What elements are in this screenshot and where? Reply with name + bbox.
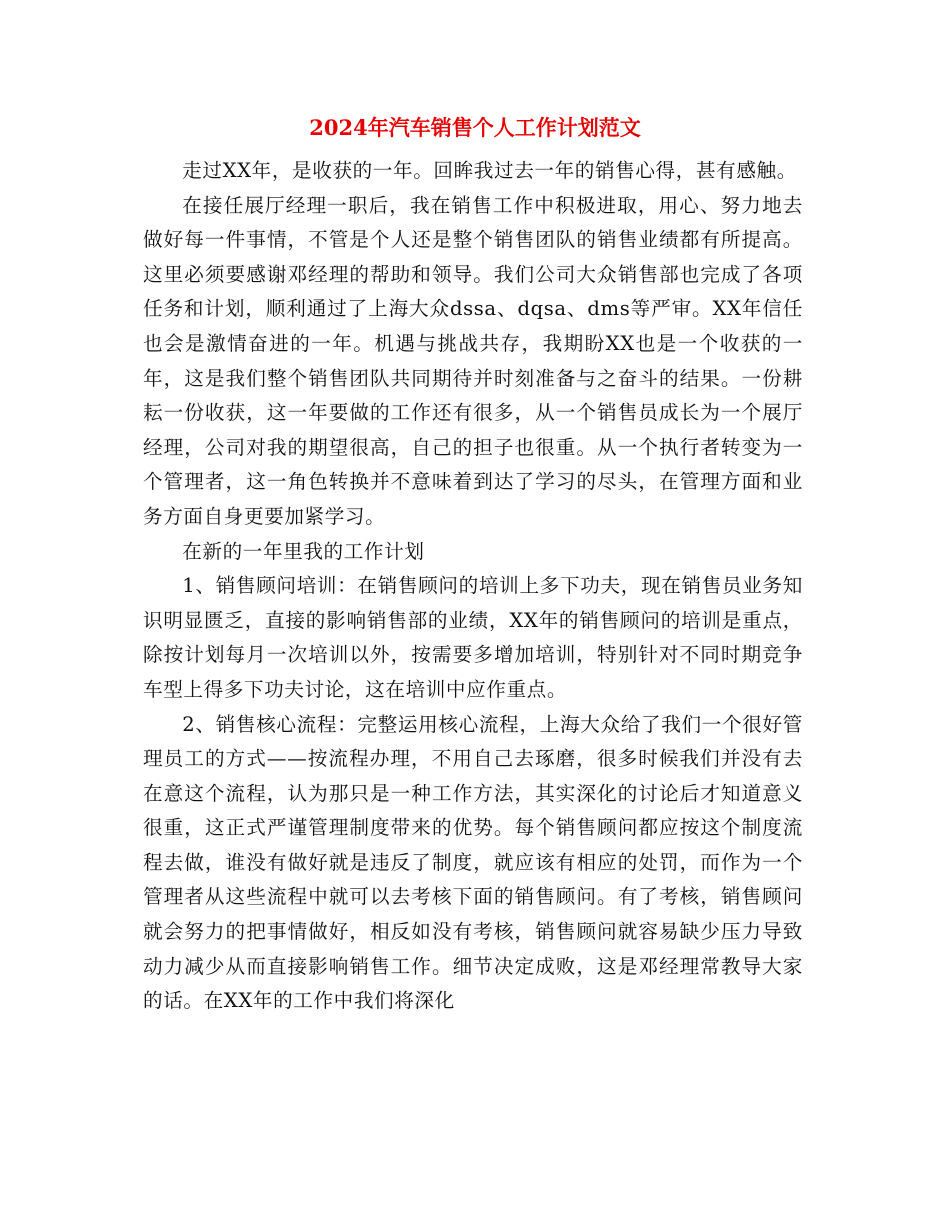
- document-title: 2024年汽车销售个人工作计划范文: [309, 115, 641, 140]
- paragraph-review: 在接任展厅经理一职后，我在销售工作中积极进取，用心、努力地去做好每一件事情，不管是个人还是整个销售团队的销售业绩都有所提高。这里必须要感谢邓经理的帮助和领导。我们公司大众销售部也完成了各项任务和计划，顺利通过了上海大众dssa、dqsa、dms等严审。XX年信任也会是激情奋进的一年。机遇与挑战共存，我期盼XX也是一个收获的一年，这是我们整个销售团队共同期待并时刻准备与之奋斗的结果。一份耕耘一份收获，这一年要做的工作还有很多，从一个销售员成长为一个展厅经理，公司对我的期望很高，自己的担子也很重。从一个执行者转变为一个管理者，这一角色转换并不意味着到达了学习的尽头，在管理方面和业务方面自身更要加紧学习。: [143, 193, 803, 528]
- paragraph-training: 1、销售顾问培训：在销售顾问的培训上多下功夫，现在销售员业务知识明显匮乏，直接的影响销售部的业绩，XX年的销售顾问的培训是重点，除按计划每月一次培训以外，按需要多增加培训，特别针对不同时期竞争车型上得多下功夫讨论，这在培训中应作重点。: [143, 574, 803, 701]
- paragraph-core-process: 2、销售核心流程：完整运用核心流程，上海大众给了我们一个很好管理员工的方式——按流程办理，不用自己去琢磨，很多时候我们并没有去在意这个流程，认为那只是一种工作方法，其实深化的讨论后才知道意义很重，这正式严谨管理制度带来的优势。每个销售顾问都应按这个制度流程去做，谁没有做好就是违反了制度，就应该有相应的处罚，而作为一个管理者从这些流程中就可以去考核下面的销售顾问。有了考核，销售顾问就会努力的把事情做好，相反如没有考核，销售顾问就容易缺少压力导致动力减少从而直接影响销售工作。细节决定成败，这是邓经理常教导大家的话。在XX年的工作中我们将深化: [143, 712, 803, 1013]
- paragraph-intro: 走过XX年，是收获的一年。回眸我过去一年的销售心得，甚有感触。: [182, 159, 797, 182]
- document-body: [143, 154, 803, 1019]
- paragraph-plan-heading: 在新的一年里我的工作计划: [182, 539, 425, 563]
